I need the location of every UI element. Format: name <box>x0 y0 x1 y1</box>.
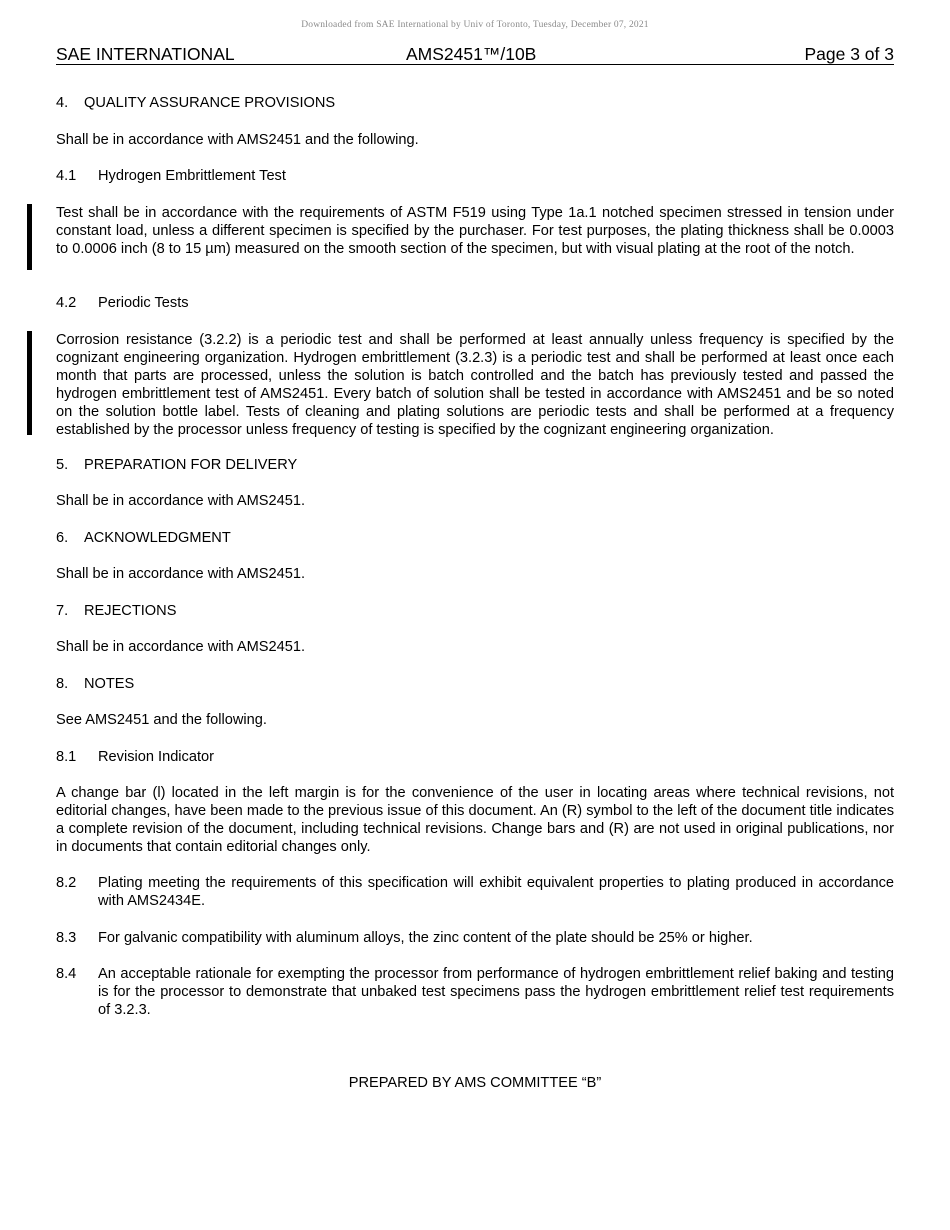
section-4-title: QUALITY ASSURANCE PROVISIONS <box>84 95 336 111</box>
section-8-1-number: 8.1 <box>56 749 77 765</box>
section-8-3-body: For galvanic compatibility with aluminum alloys, the zinc content of the plate should be 25% or higher. <box>98 930 753 946</box>
section-4-body: Shall be in accordance with AMS2451 and the following. <box>56 132 419 148</box>
header-org: SAE INTERNATIONAL <box>56 44 235 64</box>
section-5-heading <box>56 456 894 474</box>
section-4-1-number: 4.1 <box>56 168 77 184</box>
section-4-2-body: Corrosion resistance (3.2.2) is a periodic test and shall be performed at least annually unless frequency is specified by the cognizant engineering organization. Hydrogen embrittlement (3.2.3) is a periodic test and shall be performed at least once each month that parts are processed, unless the solution is batch controlled and the batch has previously tested and passed the hydrogen embrittlement test of AMS2451. Every batch of solution shall be tested in accordance with AMS2451 and be so noted on the solution bottle label. Tests of cleaning and plating solutions are periodic tests and shall be performed at a frequency established by the processor unless frequency of testing is specified by the cognizant engineering organization. <box>56 332 894 438</box>
section-4-2-title: Periodic Tests <box>98 295 189 311</box>
section-4-2-heading <box>56 294 894 312</box>
download-watermark: Downloaded from SAE International by Univ of Toronto, Tuesday, December 07, 2021 <box>301 20 649 30</box>
section-8-1-body: A change bar (l) located in the left margin is for the convenience of the user in locating areas where technical revisions, not editorial changes, have been made to the previous issue of this document. An (R) symbol to the left of the document title indicates a complete revision of the document, including technical revisions. Change bars and (R) are not used in original publications, nor in documents that contain editorial changes only. <box>56 785 894 855</box>
section-7-body: Shall be in accordance with AMS2451. <box>56 639 306 655</box>
section-8-1-heading <box>56 748 894 766</box>
header-doc-id: AMS2451™/10B <box>406 44 537 64</box>
change-bar <box>27 331 32 435</box>
section-6-number: 6. <box>56 530 69 546</box>
page-header <box>56 44 894 65</box>
section-4-1-heading <box>56 167 894 185</box>
section-4-number: 4. <box>56 95 69 111</box>
section-7-heading <box>56 602 894 620</box>
section-4-heading <box>56 94 894 112</box>
section-4-1-title: Hydrogen Embrittlement Test <box>98 168 286 184</box>
section-8-4 <box>56 965 894 1019</box>
section-6-body: Shall be in accordance with AMS2451. <box>56 566 306 582</box>
section-8-2 <box>56 874 894 910</box>
section-8-3-number: 8.3 <box>56 930 77 946</box>
section-7-title: REJECTIONS <box>84 603 177 619</box>
section-8-2-number: 8.2 <box>56 875 77 891</box>
section-5-number: 5. <box>56 457 69 473</box>
section-8-4-number: 8.4 <box>56 966 77 982</box>
section-4-2-number: 4.2 <box>56 295 77 311</box>
section-6-heading <box>56 529 894 547</box>
section-8-4-body: An acceptable rationale for exempting the processor from performance of hydrogen embrittlement relief baking and testing is for the processor to demonstrate that unbaked test specimens pass the hydrogen embrittlement relief test requirements of 3.2.3. <box>98 966 894 1018</box>
section-8-body: See AMS2451 and the following. <box>56 712 267 728</box>
section-4-1-body: Test shall be in accordance with the requirements of ASTM F519 using Type 1a.1 notched specimen stressed in tension under constant load, unless a different specimen is specified by the purchaser. For test purposes, the plating thickness shall be 0.0003 to 0.0006 inch (8 to 15 µm) measured on the smooth section of the specimen, but with visual plating at the root of the notch. <box>56 205 894 257</box>
section-8-3 <box>56 929 894 947</box>
section-8-2-body: Plating meeting the requirements of this specification will exhibit equivalent properties to plating produced in accordance with AMS2434E. <box>98 875 894 909</box>
section-8-number: 8. <box>56 676 69 692</box>
prepared-by-footer: PREPARED BY AMS COMMITTEE “B” <box>348 1075 602 1091</box>
section-5-body: Shall be in accordance with AMS2451. <box>56 493 306 509</box>
header-page-number: Page 3 of 3 <box>804 44 894 64</box>
section-6-title: ACKNOWLEDGMENT <box>84 530 231 546</box>
section-8-1-title: Revision Indicator <box>98 749 214 765</box>
section-5-title: PREPARATION FOR DELIVERY <box>84 457 298 473</box>
section-8-heading <box>56 675 894 693</box>
section-8-title: NOTES <box>84 676 135 692</box>
section-7-number: 7. <box>56 603 69 619</box>
change-bar <box>27 204 32 270</box>
